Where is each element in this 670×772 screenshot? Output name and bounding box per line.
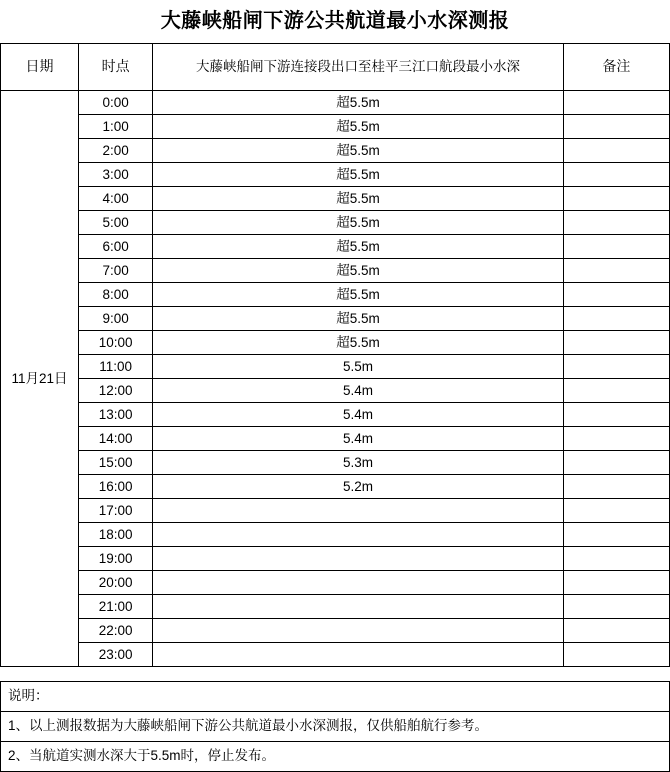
depth-cell: 超5.5m <box>153 307 564 331</box>
table-row <box>1 475 670 499</box>
time-cell: 2:00 <box>79 139 153 163</box>
time-cell: 19:00 <box>79 547 153 571</box>
remark-cell <box>563 619 669 643</box>
depth-cell: 超5.5m <box>153 139 564 163</box>
remark-cell <box>563 523 669 547</box>
time-cell: 4:00 <box>79 187 153 211</box>
table-row <box>1 307 670 331</box>
table-row <box>1 595 670 619</box>
table-row <box>1 187 670 211</box>
table-row <box>1 139 670 163</box>
table-row <box>1 571 670 595</box>
remark-cell <box>563 379 669 403</box>
remark-cell <box>563 427 669 451</box>
remark-cell <box>563 499 669 523</box>
remark-cell <box>563 451 669 475</box>
page-title: 大藤峡船闸下游公共航道最小水深测报 <box>160 10 510 32</box>
depth-cell <box>153 643 564 667</box>
time-cell: 9:00 <box>79 307 153 331</box>
remark-cell <box>563 571 669 595</box>
table-body <box>1 91 670 667</box>
table-header-row <box>1 44 670 91</box>
depth-cell: 5.4m <box>153 427 564 451</box>
remark-cell <box>563 211 669 235</box>
time-cell: 13:00 <box>79 403 153 427</box>
column-header-remark: 备注 <box>563 44 669 91</box>
remark-cell <box>563 547 669 571</box>
remark-cell <box>563 331 669 355</box>
depth-cell: 超5.5m <box>153 331 564 355</box>
note-heading: 说明： <box>1 682 669 712</box>
time-cell: 18:00 <box>79 523 153 547</box>
column-header-date: 日期 <box>1 44 79 91</box>
table-header <box>1 44 670 91</box>
table-row <box>1 643 670 667</box>
table-row <box>1 331 670 355</box>
table-row <box>1 619 670 643</box>
time-cell: 22:00 <box>79 619 153 643</box>
note-item-1: 1、以上测报数据为大藤峡船闸下游公共航道最小水深测报，仅供船舶航行参考。 <box>1 712 669 742</box>
time-cell: 21:00 <box>79 595 153 619</box>
time-cell: 14:00 <box>79 427 153 451</box>
depth-cell: 超5.5m <box>153 163 564 187</box>
time-cell: 8:00 <box>79 283 153 307</box>
depth-cell <box>153 571 564 595</box>
table-row <box>1 211 670 235</box>
table-row <box>1 283 670 307</box>
time-cell: 5:00 <box>79 211 153 235</box>
table-row <box>1 451 670 475</box>
table-row <box>1 547 670 571</box>
remark-cell <box>563 403 669 427</box>
table-row <box>1 403 670 427</box>
note-item-2: 2、当航道实测水深大于5.5m时，停止发布。 <box>1 742 669 772</box>
notes-section <box>0 681 670 772</box>
column-header-time: 时点 <box>79 44 153 91</box>
time-cell: 0:00 <box>79 91 153 115</box>
depth-cell <box>153 523 564 547</box>
table-row <box>1 163 670 187</box>
time-cell: 11:00 <box>79 355 153 379</box>
column-header-depth: 大藤峡船闸下游连接段出口至桂平三江口航段最小水深 <box>153 44 564 91</box>
table-row <box>1 427 670 451</box>
table-row <box>1 523 670 547</box>
remark-cell <box>563 475 669 499</box>
depth-cell <box>153 595 564 619</box>
table-row <box>1 91 670 115</box>
time-cell: 17:00 <box>79 499 153 523</box>
remark-cell <box>563 139 669 163</box>
table-row <box>1 499 670 523</box>
table-row <box>1 355 670 379</box>
time-cell: 7:00 <box>79 259 153 283</box>
depth-cell <box>153 499 564 523</box>
remark-cell <box>563 259 669 283</box>
depth-cell: 超5.5m <box>153 283 564 307</box>
depth-cell: 超5.5m <box>153 115 564 139</box>
time-cell: 15:00 <box>79 451 153 475</box>
depth-cell: 超5.5m <box>153 211 564 235</box>
remark-cell <box>563 307 669 331</box>
depth-cell: 5.4m <box>153 379 564 403</box>
water-depth-table <box>0 43 670 667</box>
depth-cell: 5.5m <box>153 355 564 379</box>
remark-cell <box>563 163 669 187</box>
table-row <box>1 379 670 403</box>
depth-cell <box>153 547 564 571</box>
time-cell: 16:00 <box>79 475 153 499</box>
depth-cell: 超5.5m <box>153 259 564 283</box>
depth-cell: 超5.5m <box>153 235 564 259</box>
table-row <box>1 235 670 259</box>
date-cell: 11月21日 <box>1 91 79 667</box>
time-cell: 6:00 <box>79 235 153 259</box>
depth-cell: 超5.5m <box>153 187 564 211</box>
remark-cell <box>563 355 669 379</box>
depth-cell: 超5.5m <box>153 91 564 115</box>
time-cell: 3:00 <box>79 163 153 187</box>
remark-cell <box>563 115 669 139</box>
time-cell: 1:00 <box>79 115 153 139</box>
depth-cell: 5.2m <box>153 475 564 499</box>
remark-cell <box>563 643 669 667</box>
time-cell: 23:00 <box>79 643 153 667</box>
remark-cell <box>563 187 669 211</box>
remark-cell <box>563 235 669 259</box>
time-cell: 12:00 <box>79 379 153 403</box>
remark-cell <box>563 595 669 619</box>
depth-cell: 5.3m <box>153 451 564 475</box>
remark-cell <box>563 91 669 115</box>
remark-cell <box>563 283 669 307</box>
table-row <box>1 259 670 283</box>
table-row <box>1 115 670 139</box>
time-cell: 10:00 <box>79 331 153 355</box>
time-cell: 20:00 <box>79 571 153 595</box>
depth-cell <box>153 619 564 643</box>
depth-cell: 5.4m <box>153 403 564 427</box>
